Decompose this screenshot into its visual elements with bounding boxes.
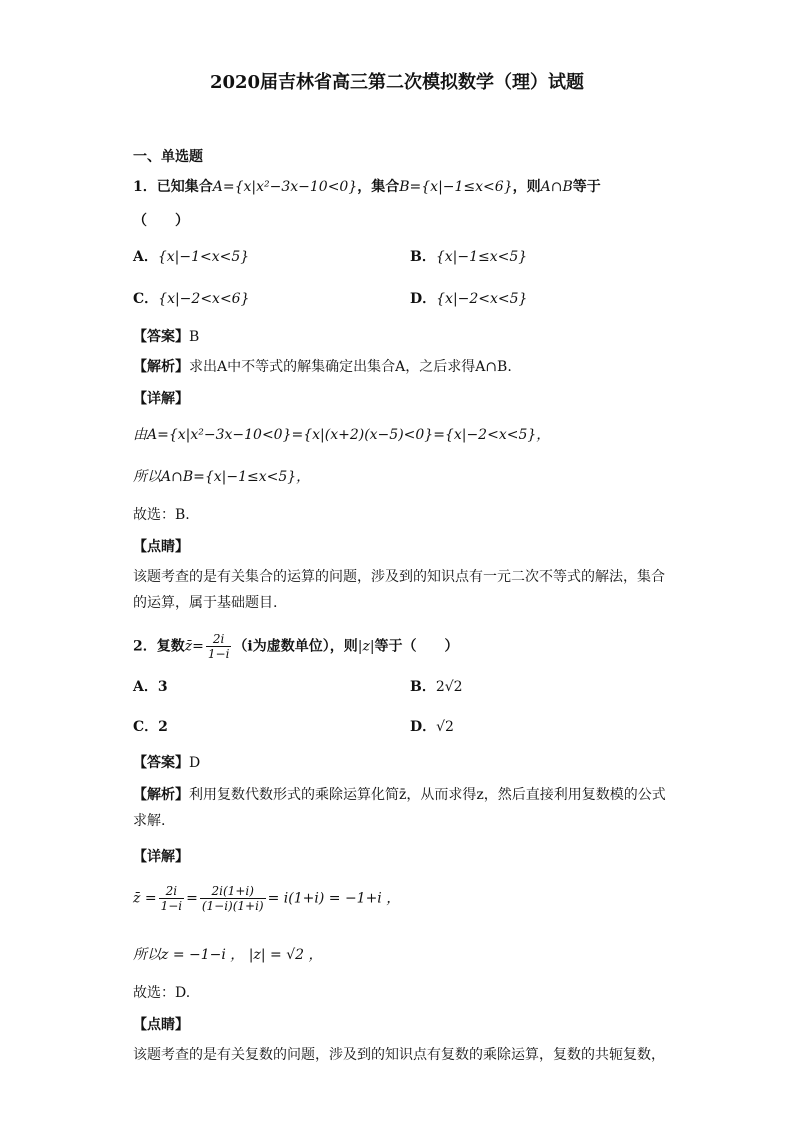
q2-option-b-label: B． [410,679,436,695]
q2-option-a [133,676,168,698]
q2-detail1-fraction1 [159,884,185,913]
q1-stem-a: 1．已知集合 [133,179,213,195]
q1-paren: （ ） [133,213,189,229]
q2-detail1-lhs: z̄ = [133,890,157,907]
q2-eq: = [192,638,204,655]
q2-zbar: z̄ [184,638,193,655]
q2-option-b [410,676,463,698]
q1-option-d-label: D． [410,291,437,307]
q2-option-a-label: A． [133,679,158,695]
q1-stem-b: ，集合 [357,179,400,195]
q1-comment-text: 该题考查的是有关集合的运算的问题，涉及到的知识点有一元二次不等式的解法，集合的运算，属于基础题目. [133,569,665,611]
q1-stem [133,176,601,198]
q1-option-b-text: {x|−1≤x<5} [435,249,528,265]
q2-choose: 故选：D. [133,985,191,1001]
q2-stem-c: 等于（ ） [374,638,459,655]
q1-answer-tag: 【答案】 [133,329,189,345]
q1-choose: 故选：B. [133,507,190,523]
q1-analysis [133,356,512,378]
q1-option-c-label: C． [133,291,159,307]
q1-detail-line2: 所以A∩B={x|−1≤x<5}， [133,469,311,485]
q2-option-d-label: D． [410,719,437,735]
q2-detail1-f1-den: 1−i [160,899,183,913]
q2-option-b-text: 2√2 [435,679,463,695]
q2-absz: |z| [357,638,375,655]
q2-analysis [133,782,673,834]
q2-detail1-fraction2 [200,884,266,913]
page-title: 2020届吉林省高三第二次模拟数学（理）试题 [209,72,585,93]
q1-comment-tag: 【点睛】 [133,539,189,555]
q2-detail-line2: 所以z = −1−i ， |z| = √2 ， [133,947,323,963]
q2-fraction-num: 2i [206,632,232,647]
q2-detail1-f1-num: 2i [159,884,185,899]
q2-answer-tag: 【答案】 [133,755,189,771]
q2-detail1-f2-den: (1−i)(1+i) [201,899,264,913]
q2-detail1-rhs: = i(1+i) = −1+i ， [267,890,401,907]
q1-analysis-tag: 【解析】 [133,359,189,375]
q2-option-c [133,716,168,738]
q2-stem-a: 2．复数 [133,638,185,655]
q2-option-d-text: √2 [436,719,454,735]
q2-detail1-eq: = [186,890,198,907]
q1-detail-tag: 【详解】 [133,391,189,407]
q1-set-a: A={x|x²−3x−10<0} [212,179,358,195]
q1-answer [133,326,199,348]
q2-comment-tag: 【点睛】 [133,1017,189,1033]
q2-detail-tag: 【详解】 [133,849,189,865]
q1-set-b: B={x|−1≤x<6} [399,179,513,195]
q1-option-a-text: {x|−1<x<5} [157,249,250,265]
q2-answer-value: D [189,755,201,771]
q2-comment-text: 该题考查的是有关复数的问题，涉及到的知识点有复数的乘除运算，复数的共轭复数， [133,1047,665,1063]
q1-option-b-label: B． [410,249,436,265]
q2-option-d [410,716,454,738]
q1-option-a-label: A． [133,249,158,265]
q2-detail1-f2-num: 2i(1+i) [200,884,266,899]
q2-stem [133,632,459,661]
q1-option-c-text: {x|−2<x<6} [158,291,250,307]
q1-option-c [133,288,249,310]
q1-option-d-text: {x|−2<x<5} [436,291,528,307]
q1-answer-value: B [189,329,200,345]
q2-option-c-label: C． [133,719,159,735]
q2-option-a-text: 3 [157,679,168,695]
section-heading: 一、单选题 [133,149,203,165]
q1-option-b [410,246,527,268]
q1-option-d [410,288,527,310]
q2-stem-b: （i为虚数单位），则 [233,638,358,655]
q1-intersection: A∩B [540,179,573,195]
q2-analysis-text: 利用复数代数形式的乘除运算化简z̄，从而求得z，然后直接利用复数模的公式求解. [133,787,666,829]
q2-option-c-text: 2 [158,719,168,735]
q2-fraction [206,632,232,661]
q1-stem-c: ，则 [512,179,541,195]
q1-option-a [133,246,249,268]
q2-detail-line1 [133,884,400,913]
q2-analysis-tag: 【解析】 [133,787,189,803]
q2-answer [133,752,200,774]
q1-stem-d: 等于 [572,179,601,195]
q1-analysis-text: 求出A中不等式的解集确定出集合A，之后求得A∩B. [189,359,512,375]
q1-detail-line1: 由A={x|x²−3x−10<0}={x|(x+2)(x−5)<0}={x|−2<x<5}， [133,427,551,443]
q2-fraction-den: 1−i [207,647,230,661]
